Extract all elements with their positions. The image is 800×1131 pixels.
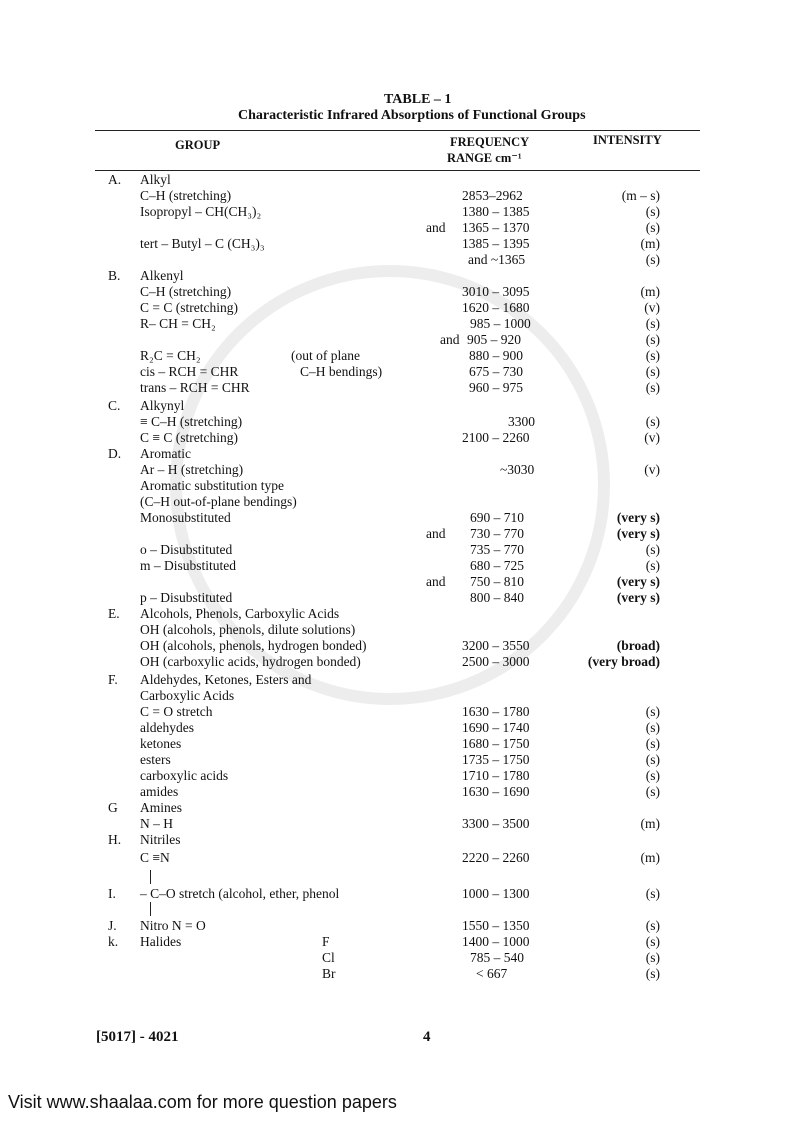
row-frequency: 1630 – 1690 bbox=[462, 784, 530, 799]
row-intensity: (s) bbox=[645, 380, 660, 395]
row-group: Halides bbox=[140, 934, 182, 949]
row-group: Alkynyl bbox=[140, 398, 185, 413]
row-frequency: 3010 – 3095 bbox=[462, 284, 530, 299]
row-frequency: 1680 – 1750 bbox=[462, 736, 530, 751]
row-group: Aromatic bbox=[140, 446, 191, 461]
row-frequency: < 667 bbox=[476, 966, 508, 981]
row-group: R₂C = CH₂ bbox=[140, 348, 201, 363]
table-label: TABLE – 1 bbox=[384, 92, 452, 107]
row-intensity: (v) bbox=[644, 300, 660, 315]
row-letter: J. bbox=[108, 918, 117, 933]
row-group: o – Disubstituted bbox=[140, 542, 233, 557]
row-intensity: (v) bbox=[644, 462, 660, 477]
row-intensity: (s) bbox=[645, 220, 660, 235]
row-intensity: (broad) bbox=[616, 638, 660, 653]
row-intensity: (s) bbox=[645, 966, 660, 981]
table-title: Characteristic Infrared Absorptions of Functional Groups bbox=[238, 108, 586, 123]
row-group: R– CH = CH₂ bbox=[140, 316, 216, 331]
row-group: OH (carboxylic acids, hydrogen bonded) bbox=[140, 654, 361, 669]
header-frequency-range: RANGE cm⁻¹ bbox=[447, 151, 522, 165]
row-group: OH (alcohols, phenols, hydrogen bonded) bbox=[140, 638, 367, 653]
row-group: aldehydes bbox=[140, 720, 194, 735]
row-group: Carboxylic Acids bbox=[140, 688, 235, 703]
row-frequency: 730 – 770 bbox=[470, 526, 524, 541]
row-frequency: 1735 – 1750 bbox=[462, 752, 530, 767]
row-frequency: 1550 – 1350 bbox=[462, 918, 530, 933]
visit-link[interactable]: Visit www.shaalaa.com for more question papers bbox=[8, 1092, 397, 1112]
row-group: ≡ C–H (stretching) bbox=[140, 414, 243, 429]
row-letter: E. bbox=[108, 606, 120, 621]
row-group: C–H (stretching) bbox=[140, 284, 232, 299]
row-intensity: (s) bbox=[645, 348, 660, 363]
row-group: Alcohols, Phenols, Carboxylic Acids bbox=[140, 606, 340, 621]
row-intensity: (very broad) bbox=[587, 654, 660, 669]
row-frequency: ~3030 bbox=[500, 462, 535, 477]
bond-line-bottom bbox=[150, 902, 151, 916]
row-group: C = C (stretching) bbox=[140, 300, 238, 315]
row-halide: Br bbox=[322, 966, 336, 981]
row-intensity: (s) bbox=[645, 886, 660, 901]
row-group: Nitro N = O bbox=[140, 918, 206, 933]
row-letter: G bbox=[108, 800, 118, 815]
row-letter: I. bbox=[108, 886, 116, 901]
row-intensity: (s) bbox=[645, 558, 660, 573]
row-frequency: 680 – 725 bbox=[470, 558, 524, 573]
row-group: C = O stretch bbox=[140, 704, 213, 719]
row-intensity: (s) bbox=[645, 784, 660, 799]
row-frequency: 3300 bbox=[508, 414, 535, 429]
row-group: Alkyl bbox=[140, 172, 171, 187]
row-intensity: (s) bbox=[645, 252, 660, 267]
row-intensity: (s) bbox=[645, 752, 660, 767]
row-group: C ≡N bbox=[140, 850, 170, 865]
row-intensity: (s) bbox=[645, 414, 660, 429]
row-frequency: 960 – 975 bbox=[469, 380, 523, 395]
row-group: esters bbox=[140, 752, 171, 767]
row-intensity: (m) bbox=[640, 850, 660, 865]
row-intensity: (s) bbox=[645, 768, 660, 783]
row-group: C ≡ C (stretching) bbox=[140, 430, 238, 445]
row-frequency: 3300 – 3500 bbox=[462, 816, 530, 831]
row-group: Nitriles bbox=[140, 832, 181, 847]
row-frequency: 1690 – 1740 bbox=[462, 720, 530, 735]
row-frequency: 985 – 1000 bbox=[470, 316, 531, 331]
row-frequency: 1710 – 1780 bbox=[462, 768, 530, 783]
row-group: tert – Butyl – C (CH₃)₃ bbox=[140, 236, 265, 251]
row-intensity: (s) bbox=[645, 934, 660, 949]
row-frequency: 675 – 730 bbox=[469, 364, 523, 379]
row-frequency: 1400 – 1000 bbox=[462, 934, 530, 949]
row-intensity: (s) bbox=[645, 542, 660, 557]
row-group: ketones bbox=[140, 736, 182, 751]
row-group: amides bbox=[140, 784, 179, 799]
row-intensity: (s) bbox=[645, 704, 660, 719]
row-frequency: 2500 – 3000 bbox=[462, 654, 530, 669]
row-frequency: 2100 – 2260 bbox=[462, 430, 530, 445]
header-intensity: INTENSITY bbox=[593, 133, 662, 147]
row-intensity: (m) bbox=[640, 816, 660, 831]
row-intensity: (s) bbox=[645, 720, 660, 735]
row-frequency: 880 – 900 bbox=[469, 348, 523, 363]
row-group: Monosubstituted bbox=[140, 510, 231, 525]
row-letter: A. bbox=[108, 172, 122, 187]
row-frequency: and ~1365 bbox=[468, 252, 526, 267]
row-group: carboxylic acids bbox=[140, 768, 229, 783]
row-intensity: (s) bbox=[645, 332, 660, 347]
header-frequency: FREQUENCY bbox=[450, 135, 530, 149]
row-and: and bbox=[426, 574, 446, 589]
row-group: cis – RCH = CHR bbox=[140, 364, 239, 379]
row-intensity: (s) bbox=[645, 918, 660, 933]
row-halide: Cl bbox=[322, 950, 335, 965]
row-letter: C. bbox=[108, 398, 121, 413]
row-frequency: 1000 – 1300 bbox=[462, 886, 530, 901]
row-frequency: 750 – 810 bbox=[470, 574, 524, 589]
row-group: – C–O stretch (alcohol, ether, phenol bbox=[140, 886, 340, 901]
row-intensity: (s) bbox=[645, 204, 660, 219]
row-intensity: (very s) bbox=[616, 574, 660, 589]
bond-line-top bbox=[150, 870, 151, 884]
row-frequency: 1620 – 1680 bbox=[462, 300, 530, 315]
row-letter: F. bbox=[108, 672, 118, 687]
row-group: p – Disubstituted bbox=[140, 590, 233, 605]
row-letter: k. bbox=[108, 934, 119, 949]
row-group: N – H bbox=[140, 816, 173, 831]
row-frequency: 905 – 920 bbox=[467, 332, 521, 347]
row-intensity: (s) bbox=[645, 316, 660, 331]
row-frequency: 2853–2962 bbox=[462, 188, 523, 203]
row-group: Ar – H (stretching) bbox=[140, 462, 244, 477]
row-group: (C–H out-of-plane bendings) bbox=[140, 494, 297, 509]
row-letter: D. bbox=[108, 446, 122, 461]
row-intensity: (m – s) bbox=[621, 188, 660, 203]
row-group: m – Disubstituted bbox=[140, 558, 237, 573]
row-frequency: 1630 – 1780 bbox=[462, 704, 530, 719]
row-group: Alkenyl bbox=[140, 268, 184, 283]
row-group: Aldehydes, Ketones, Esters and bbox=[140, 672, 312, 687]
row-intensity: (v) bbox=[644, 430, 660, 445]
row-group: trans – RCH = CHR bbox=[140, 380, 250, 395]
footer-code: [5017] - 4021 bbox=[96, 1029, 179, 1045]
row-frequency: 3200 – 3550 bbox=[462, 638, 530, 653]
row-frequency: 800 – 840 bbox=[470, 590, 524, 605]
header-bottom-rule bbox=[95, 170, 700, 171]
row-group: Amines bbox=[140, 800, 182, 815]
row-note: (out of plane bbox=[291, 348, 360, 363]
row-and: and bbox=[426, 220, 446, 235]
row-intensity: (m) bbox=[640, 284, 660, 299]
header-group: GROUP bbox=[175, 138, 221, 152]
row-intensity: (m) bbox=[640, 236, 660, 251]
row-frequency: 1365 – 1370 bbox=[462, 220, 530, 235]
row-group: C–H (stretching) bbox=[140, 188, 232, 203]
row-halide: F bbox=[322, 934, 330, 949]
row-and: and bbox=[426, 526, 446, 541]
row-frequency: 2220 – 2260 bbox=[462, 850, 530, 865]
row-frequency: 785 – 540 bbox=[470, 950, 524, 965]
footer-page-number: 4 bbox=[423, 1029, 431, 1045]
row-frequency: 1380 – 1385 bbox=[462, 204, 530, 219]
row-group: OH (alcohols, phenols, dilute solutions) bbox=[140, 622, 356, 637]
row-intensity: (very s) bbox=[616, 526, 660, 541]
row-intensity: (s) bbox=[645, 364, 660, 379]
table-top-rule bbox=[95, 130, 700, 131]
row-letter: B. bbox=[108, 268, 121, 283]
row-note: C–H bendings) bbox=[300, 364, 383, 379]
row-frequency: 735 – 770 bbox=[470, 542, 524, 557]
row-intensity: (very s) bbox=[616, 510, 660, 525]
row-frequency: 1385 – 1395 bbox=[462, 236, 530, 251]
row-frequency: 690 – 710 bbox=[470, 510, 524, 525]
row-group: Isopropyl – CH(CH₃)₂ bbox=[140, 204, 262, 219]
row-letter: H. bbox=[108, 832, 122, 847]
row-intensity: (very s) bbox=[616, 590, 660, 605]
row-intensity: (s) bbox=[645, 736, 660, 751]
row-group: Aromatic substitution type bbox=[140, 478, 284, 493]
row-and: and bbox=[440, 332, 460, 347]
row-intensity: (s) bbox=[645, 950, 660, 965]
